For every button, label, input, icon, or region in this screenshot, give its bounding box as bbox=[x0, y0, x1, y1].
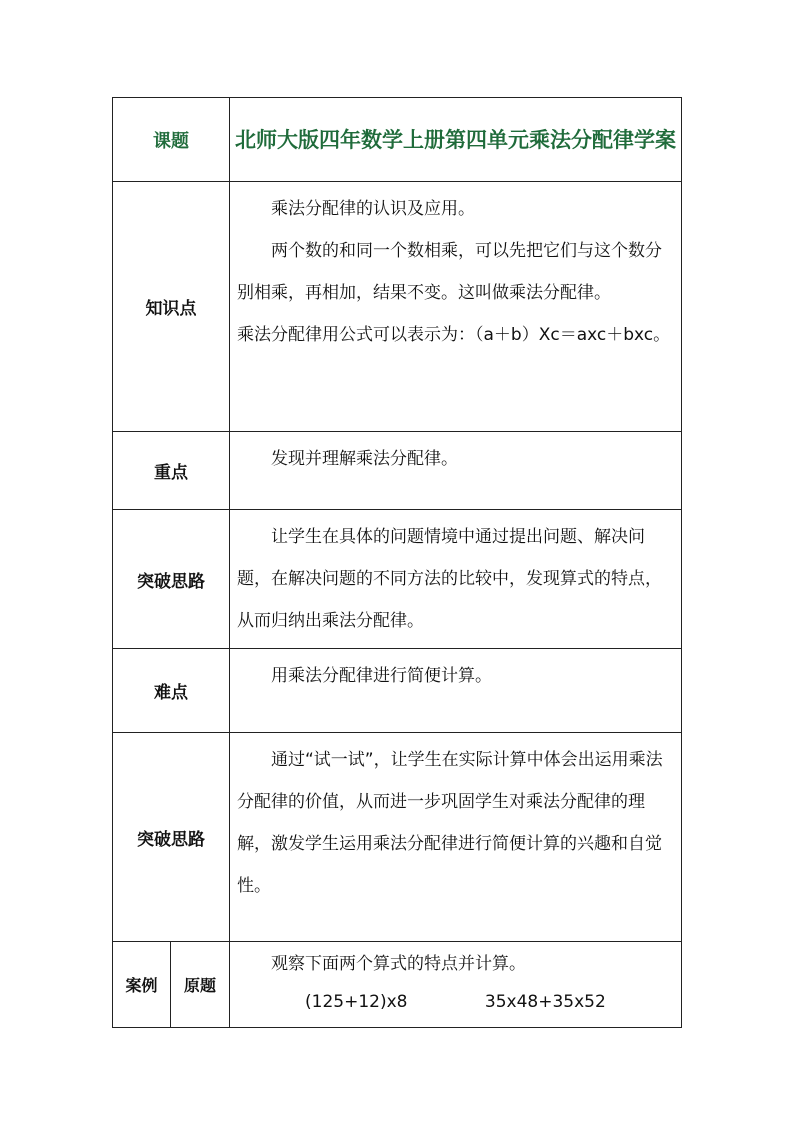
title-label: 课题 bbox=[113, 98, 230, 182]
case-row bbox=[113, 942, 682, 1028]
formula-2: 35x48+35x52 bbox=[484, 992, 606, 1012]
knowledge-row bbox=[113, 182, 682, 432]
approach-row-2 bbox=[113, 733, 682, 942]
case-content bbox=[230, 942, 682, 1028]
approach-paragraph-2: 通过“试一试”，让学生在实际计算中体会出运用乘法分配律的价值，从而进一步巩固学生对乘法分配律的理解，激发学生运用乘法分配律进行简便计算的兴趣和自觉性。 bbox=[237, 750, 663, 896]
knowledge-content bbox=[230, 182, 682, 432]
approach-row-1 bbox=[113, 510, 682, 649]
approach-paragraph-1: 让学生在具体的问题情境中通过提出问题、解决问题，在解决问题的不同方法的比较中，发现算式的特点，从而归纳出乘法分配律。 bbox=[237, 527, 662, 631]
difficulty-paragraph: 用乘法分配律进行简便计算。 bbox=[271, 666, 492, 686]
original-problem-label: 原题 bbox=[171, 942, 230, 1028]
formula-1: (125+12)x8 bbox=[305, 992, 408, 1012]
difficulty-content bbox=[230, 649, 682, 733]
difficulty-label: 难点 bbox=[113, 649, 230, 733]
knowledge-label: 知识点 bbox=[113, 182, 230, 432]
key-point-content bbox=[230, 432, 682, 510]
title-row bbox=[113, 98, 682, 182]
case-instruction: 观察下面两个算式的特点并计算。 bbox=[271, 954, 526, 974]
knowledge-paragraph-1: 乘法分配律的认识及应用。 bbox=[271, 199, 475, 219]
approach-label-2: 突破思路 bbox=[113, 733, 230, 942]
difficulty-row bbox=[113, 649, 682, 733]
key-point-row bbox=[113, 432, 682, 510]
knowledge-paragraph-3: 乘法分配律用公式可以表示为：（a＋b）Xc＝axc＋bxc。 bbox=[237, 325, 671, 345]
knowledge-paragraph-2: 两个数的和同一个数相乘，可以先把它们与这个数分别相乘，再相加，结果不变。这叫做乘法分配律。 bbox=[237, 241, 662, 303]
case-label: 案例 bbox=[113, 942, 171, 1028]
case-formulas bbox=[237, 983, 675, 1021]
approach-label-1: 突破思路 bbox=[113, 510, 230, 649]
lesson-title: 北师大版四年数学上册第四单元乘法分配律学案 bbox=[230, 98, 682, 182]
approach-content-1 bbox=[230, 510, 682, 649]
approach-content-2 bbox=[230, 733, 682, 942]
lesson-plan-table bbox=[112, 97, 682, 1028]
key-point-paragraph: 发现并理解乘法分配律。 bbox=[271, 449, 458, 469]
key-point-label: 重点 bbox=[113, 432, 230, 510]
